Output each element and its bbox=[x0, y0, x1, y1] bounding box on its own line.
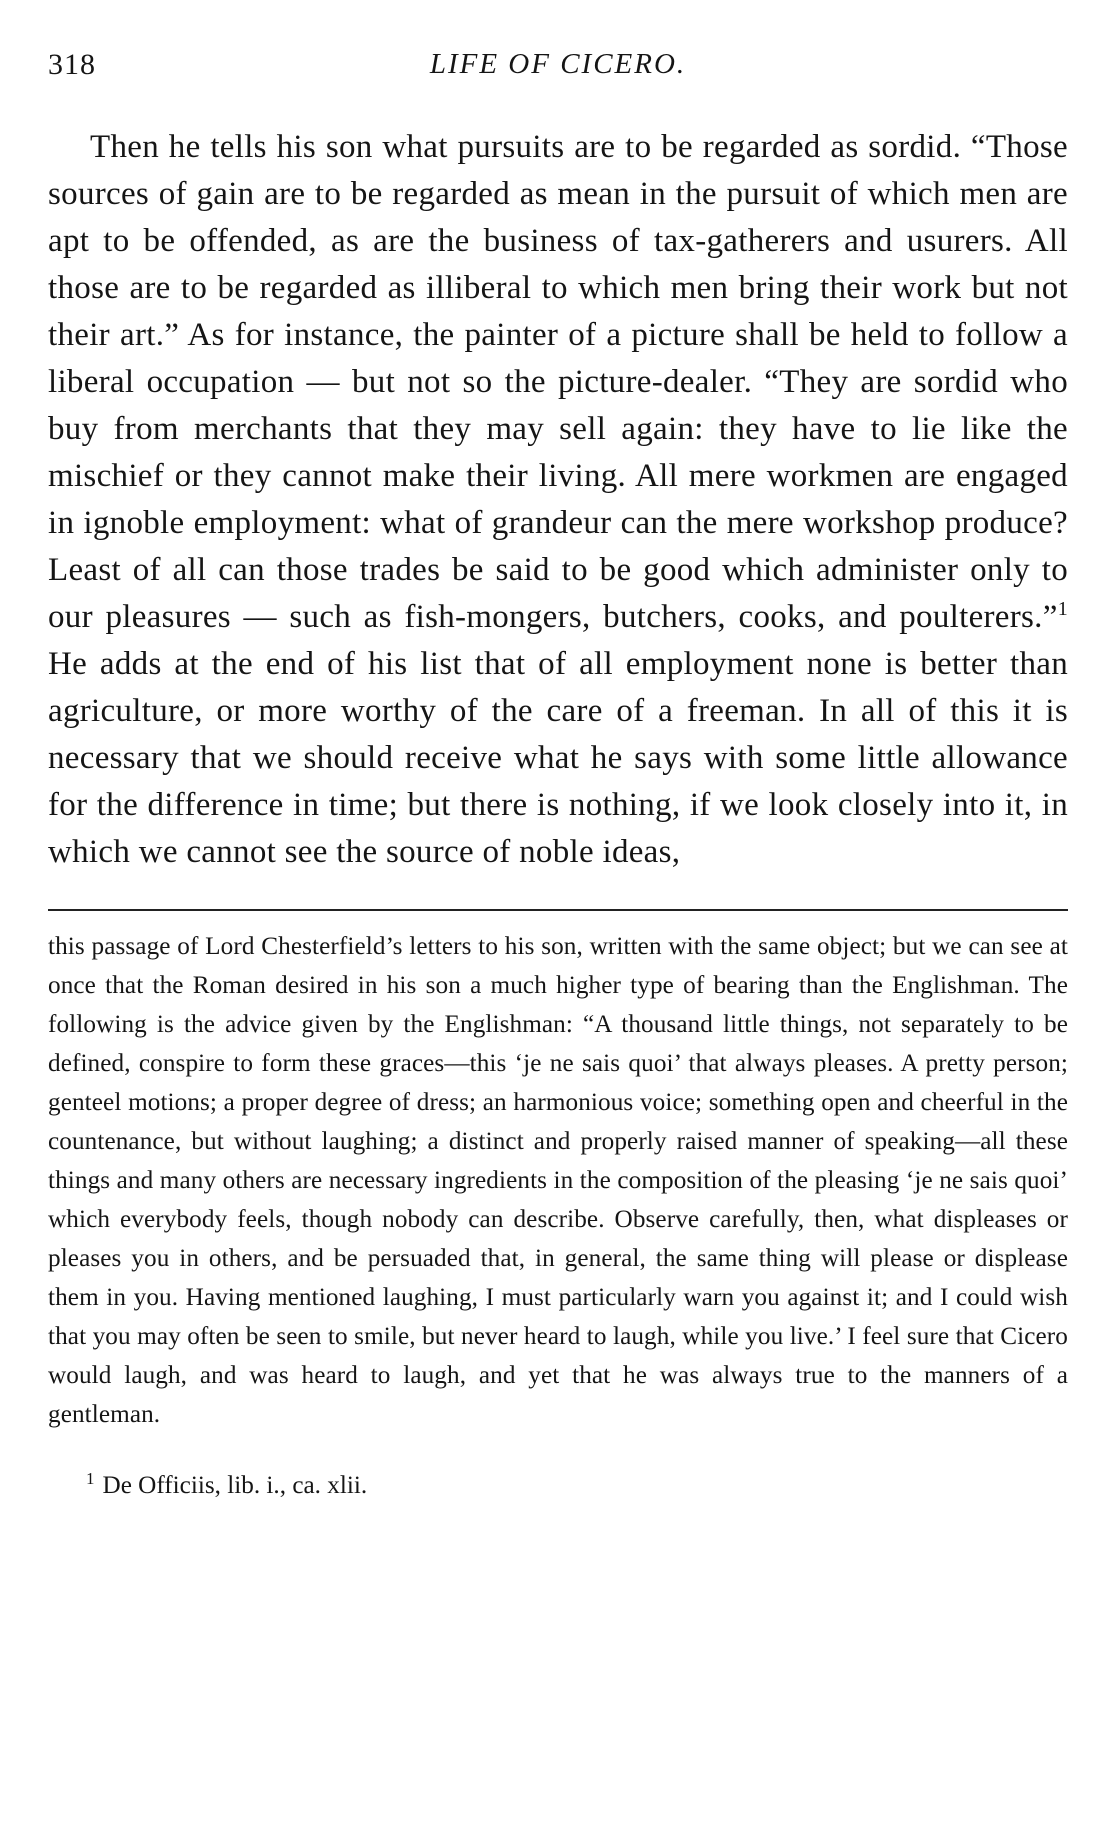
main-text-after-note: He adds at the end of his list that of all employment none is better than agriculture, or more worthy of the care of a freeman. In all of this it is necessary that we should receive what he says with some little allowance for the difference in time; but there is nothing, if we look closely into it, in which we cannot see the source of noble ideas, bbox=[48, 646, 1068, 870]
book-page bbox=[48, 40, 1068, 1505]
footnote-continued-text: this passage of Lord Chesterfield’s letters to his son, written with the same object; but we can see at once that the Roman desired in his son a much higher type of bearing than the Englishman. The following is the advice given by the Englishman: “A thousand little things, not separately to be defined, conspire to form these graces—this ‘je ne sais quoi’ that always pleases. A pretty person; genteel motions; a proper degree of dress; an harmonious voice; something open and cheerful in the countenance, but without laughing; a distinct and properly raised manner of speaking—all these things and many others are necessary ingredients in the composition of the pleasing ‘je ne sais quoi’ which everybody feels, though nobody can describe. Observe carefully, then, what displeases or pleases you in others, and be persuaded that, in general, the same thing will please or displease them in you. Having mentioned laughing, I must particularly warn you against it; and I could wish that you may often be seen to smile, but never heard to laugh, while you live.’ I feel sure that Cicero would laugh, and was heard to laugh, and yet that he was always true to the manners of a gentleman. bbox=[48, 933, 1068, 1428]
footnote-1 bbox=[48, 1459, 1068, 1505]
running-head bbox=[48, 40, 1068, 84]
main-paragraph bbox=[48, 124, 1068, 876]
page-number: 318 bbox=[48, 48, 96, 81]
footnote-number: 1 bbox=[86, 1469, 95, 1489]
footnote-divider bbox=[48, 909, 1068, 911]
running-title: LIFE OF CICERO. bbox=[429, 48, 687, 80]
footnote-citation: De Officiis, lib. i., ca. xlii. bbox=[102, 1472, 368, 1500]
main-text-before-note: Then he tells his son what pursuits are to be regarded as sordid. “Those sources of gain are to be regarded as mean in the pursuit of which men are apt to be offended, as are the business of tax-gatherers and usurers. All those are to be regarded as illiberal to which men bring their work but not their art.” As for instance, the painter of a picture shall be held to follow a liberal occupation — but not so the picture-dealer. “They are sordid who buy from merchants that they may sell again: they have to lie like the mischief or they cannot make their living. All mere workmen are engaged in ignoble employment: what of grandeur can the mere workshop produce? Least of all can those trades be said to be good which administer only to our pleasures — such as fish-mongers, butchers, cooks, and poulterers.” bbox=[48, 129, 1068, 635]
footnote-reference-marker: 1 bbox=[1057, 598, 1068, 620]
